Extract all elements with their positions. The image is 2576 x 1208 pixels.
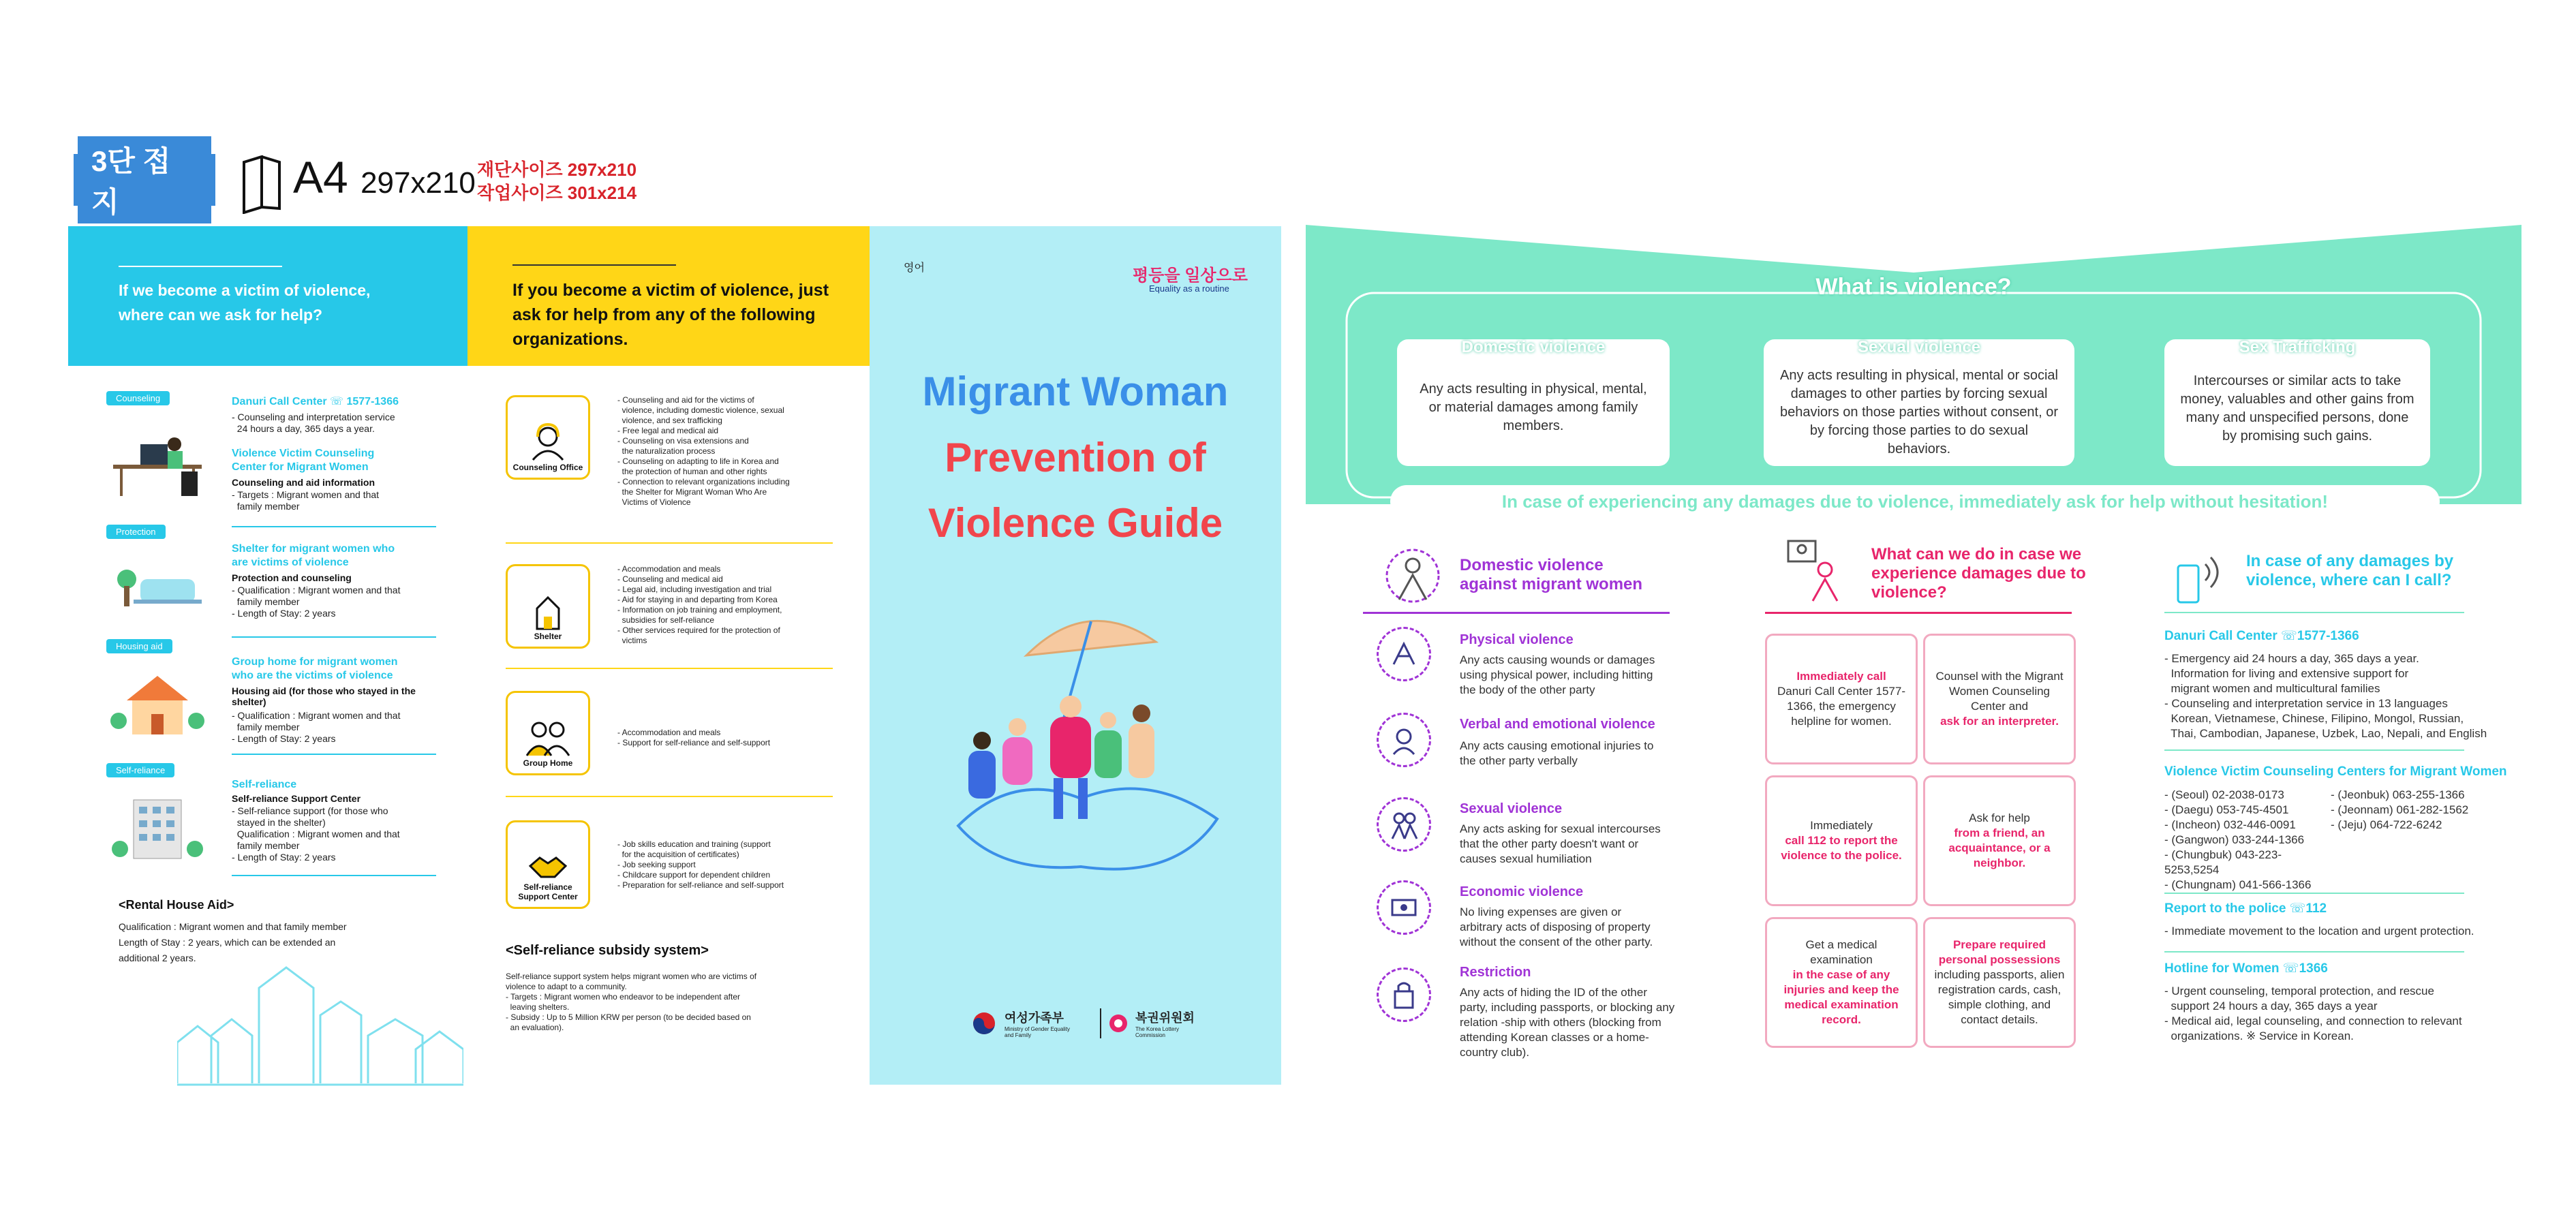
list-line: - Connection to relevant organizations including <box>617 477 790 486</box>
card-sexual <box>1764 339 2074 466</box>
divider <box>2164 749 2464 751</box>
item-title: Verbal and emotional violence <box>1460 717 1655 732</box>
counselor-icon <box>527 422 568 463</box>
list-line: - Aid for staying in and departing from Korea <box>617 595 778 604</box>
phone-line: - (Chungnam) 041-566-1366 <box>2164 878 2312 891</box>
subsidy-title: <Self-reliance subsidy system> <box>506 943 709 958</box>
vvcc-phone-list-left <box>2164 788 2328 893</box>
handshake-icon <box>527 848 568 882</box>
rental-line-1: Qualification : Migrant women and that family member <box>119 921 347 932</box>
org-group-home-list <box>617 728 842 748</box>
self-reliance-illustration <box>106 790 209 865</box>
grouphome-line-1: - Qualification : Migrant women and that <box>232 710 401 721</box>
list-line: - Accommodation and meals <box>617 728 721 737</box>
lottery-name-en: The Korea Lottery Commission <box>1135 1026 1180 1038</box>
group-home-illustration <box>106 666 209 741</box>
divider <box>506 668 833 669</box>
list-line: - Counseling on adapting to life in Korea and <box>617 456 779 466</box>
cover-title-line-1: Migrant Woman <box>922 369 1229 414</box>
danuri-section-title: Danuri Call Center ☏1577-1366 <box>2164 629 2359 643</box>
org-shelter <box>506 564 590 649</box>
taegeuk-logo-icon <box>972 1011 996 1036</box>
org-group-home <box>506 691 590 775</box>
grouphome-sub: Housing aid (for those who stayed in the shelter) <box>232 685 416 707</box>
grouphome-line-2: family member <box>232 722 300 732</box>
card-domestic <box>1397 339 1670 466</box>
card-title: Sex Trafficking <box>2239 338 2356 356</box>
help-person-icon <box>1785 538 1847 606</box>
action-text: Ask for help <box>1969 811 2030 824</box>
list-line: - Childcare support for dependent children <box>617 870 771 880</box>
print-sizes <box>477 158 637 204</box>
action-emphasis: in the case of any injuries and keep the medical examination record. <box>1783 968 1899 1026</box>
tag-self-reliance: Self-reliance <box>106 763 174 777</box>
selfrel-title: Self-reliance <box>232 779 297 790</box>
list-line: - Information on job training and employment, <box>617 605 782 615</box>
item-title: Sexual violence <box>1460 801 1563 816</box>
list-line: - Legal aid, including investigation and trial <box>617 585 772 594</box>
skyline-illustration <box>177 961 463 1090</box>
divider <box>2164 951 2464 953</box>
divider <box>1100 1008 1101 1038</box>
action-text: Danuri Call Center 1577-1366, the emergency helpline for women. <box>1777 685 1906 728</box>
phone-line: - (Daegu) 053-745-4501 <box>2164 803 2289 816</box>
lottery-name: 복권위원회 <box>1135 1011 1195 1025</box>
list-line: - Accommodation and meals <box>617 564 721 574</box>
danuri-section <box>2164 651 2487 741</box>
action-text: Counsel with the Migrant Women Counseling Center and <box>1935 670 2064 713</box>
what-is-violence-title: What is violence? <box>1815 274 2012 300</box>
divider <box>232 875 436 876</box>
divider <box>119 266 282 267</box>
divider <box>1363 612 1670 614</box>
selfrel-line-1: - Self-reliance support (for those who <box>232 805 388 816</box>
panel2-header <box>467 226 870 366</box>
phone-icon <box>2171 545 2239 606</box>
divider <box>2164 612 2464 613</box>
action-box-police <box>1765 775 1918 906</box>
work-size: 작업사이즈 301x214 <box>477 183 637 203</box>
org-shelter-list <box>617 564 842 646</box>
subsidy-text <box>506 972 846 1033</box>
danuri-line-2: 24 hours a day, 365 days a year. <box>232 423 375 434</box>
selfrel-line-4: family member <box>232 840 300 851</box>
list-line: - Free legal and medical aid <box>617 426 719 435</box>
panel2-heading: If you become a victim of violence, just ask for help from any of the following organizations. <box>512 281 829 349</box>
action-box-medical <box>1765 917 1918 1048</box>
list-line: - Job seeking support <box>617 860 696 869</box>
group-icon <box>524 717 572 758</box>
cover-title-line-2: Prevention of <box>945 435 1206 480</box>
item-title: Economic violence <box>1460 884 1584 899</box>
list-line: - Counseling on visa extensions and <box>617 436 749 446</box>
phone-line: - (Incheon) 032-446-0091 <box>2164 818 2296 831</box>
rental-line-3: additional 2 years. <box>119 953 196 963</box>
card-text: Any acts resulting in physical, mental or social damages to other parties by forcing sexual behaviors on those parties without consent, or by forcing those parties to do sexual behaviors. <box>1779 368 2059 456</box>
restriction-icon <box>1377 967 1431 1022</box>
item-title: Physical violence <box>1460 632 1574 647</box>
action-box-possessions <box>1923 917 2076 1048</box>
list-line: - Other services required for the protection of <box>617 625 780 635</box>
paper-size <box>293 151 476 203</box>
vvcc-section-title: Violence Victim Counseling Centers for Migrant Women <box>2164 764 2507 779</box>
domestic-violence-icon <box>1383 545 1442 606</box>
selfrel-line-5: - Length of Stay: 2 years <box>232 852 336 863</box>
rental-line-2: Length of Stay : 2 years, which can be extended an <box>119 937 336 948</box>
list-line: victims <box>617 636 647 645</box>
tag-housing: Housing aid <box>106 639 172 653</box>
card-trafficking <box>2164 339 2430 466</box>
divider <box>232 754 436 755</box>
org-self-reliance-center <box>506 820 590 909</box>
grouphome-title: Group home for migrant women who are the victims of violence <box>232 656 398 681</box>
card-text: Intercourses or similar acts to take money, valuables and other gains from many and unspecified persons, done by promising such gains. <box>2180 373 2414 444</box>
divider <box>506 796 833 797</box>
fold-type-badge <box>74 145 215 218</box>
list-line: the Shelter for Migrant Woman Who Are <box>617 487 767 497</box>
cover-panel <box>870 226 1281 1085</box>
list-line: Victims of Violence <box>617 497 691 507</box>
phone-line: - (Jeonbuk) 063-255-1366 <box>2331 788 2465 801</box>
action-text: including passports, alien registration cards, cash, simple clothing, and contact details. <box>1934 968 2065 1026</box>
fold-type-label: 3단 접지 <box>78 136 211 223</box>
list-line: - Job skills education and training (support <box>617 839 771 849</box>
list-line: - Counseling and aid for the victims of <box>617 395 754 405</box>
list-line: for the acquisition of certificates) <box>617 850 739 859</box>
subsidy-line: an evaluation). <box>506 1023 564 1032</box>
police-line: - Immediate movement to the location and urgent protection. <box>2164 925 2474 938</box>
selfrel-line-3: Qualification : Migrant women and that <box>232 828 400 839</box>
vvcc-line-1: - Targets : Migrant women and that <box>232 489 380 500</box>
list-line: - Counseling and medical aid <box>617 574 723 584</box>
slogan-en: Equality as a routine <box>1149 283 1229 294</box>
list-line: - Support for self-reliance and self-support <box>617 738 771 747</box>
org-counseling-list <box>617 395 842 508</box>
shelter-sub: Protection and counseling <box>232 572 352 583</box>
divider <box>512 264 676 266</box>
subsidy-line: - Subsidy : Up to 5 Million KRW per person (to be decided based on <box>506 1012 751 1022</box>
divider <box>506 542 833 544</box>
action-emphasis: Immediately call <box>1796 670 1886 683</box>
info-line: Information for living and extensive support for <box>2164 667 2409 680</box>
info-line: migrant women and multicultural families <box>2164 682 2380 695</box>
list-line: violence, and sex trafficking <box>617 416 722 425</box>
shelter-line-1: - Qualification : Migrant women and that <box>232 585 401 595</box>
divider <box>2164 893 2464 894</box>
col3-title: In case of any damages by violence, where can I call? <box>2246 552 2454 589</box>
action-emphasis: from a friend, an acquaintance, or a neighbor. <box>1948 826 2051 869</box>
action-emphasis: Prepare required personal possessions <box>1938 938 2061 966</box>
divider <box>232 526 436 527</box>
physical-violence-icon <box>1377 627 1431 681</box>
cut-size: 재단사이즈 297x210 <box>477 159 637 180</box>
fold-icon <box>241 155 282 214</box>
rental-title: <Rental House Aid> <box>119 898 234 912</box>
vvcc-phone-list-right <box>2331 788 2481 833</box>
phone-line: - (Gangwon) 033-244-1366 <box>2164 833 2305 846</box>
vvcc-title: Violence Victim Counseling Center for Migrant Women <box>232 448 375 473</box>
sexual-violence-icon <box>1377 797 1431 852</box>
info-line: organizations. ※ Service in Korean. <box>2164 1029 2354 1042</box>
help-banner: In case of experiencing any damages due to violence, immediately ask for help without hesitation! <box>1390 485 2440 518</box>
counseling-illustration <box>106 424 209 499</box>
col1-title: Domestic violence against migrant women <box>1460 556 1643 593</box>
divider <box>1765 612 2072 614</box>
action-text: Immediately <box>1810 819 1873 832</box>
economic-violence-icon <box>1377 880 1431 935</box>
subsidy-line: Self-reliance support system helps migrant women who are victims of <box>506 972 757 981</box>
language-label: 영어 <box>904 262 925 274</box>
vvcc-sub: Counseling and aid information <box>232 477 375 488</box>
item-desc: No living expenses are given or arbitrary acts of disposing of property without the consent of the other party. <box>1460 905 1653 948</box>
ministry-name-en: Ministry of Gender Equality and Family <box>1005 1026 1071 1038</box>
paper-label: A4 <box>293 152 348 202</box>
paper-dimensions: 297x210 <box>361 166 476 200</box>
list-line: subsidies for self-reliance <box>617 615 715 625</box>
action-box-friend <box>1923 775 2076 906</box>
card-title: Domestic violence <box>1461 338 1606 356</box>
action-box-call <box>1765 634 1918 764</box>
lottery-logo-icon <box>1108 1013 1129 1034</box>
tag-counseling: Counseling <box>106 391 170 405</box>
info-line: Korean, Vietnamese, Chinese, Filipino, Mongol, Russian, <box>2164 712 2464 725</box>
subsidy-line: violence to adapt to a community. <box>506 982 627 991</box>
action-box-interpreter <box>1923 634 2076 764</box>
selfrel-sub: Self-reliance Support Center <box>232 793 361 804</box>
list-line: the naturalization process <box>617 446 716 456</box>
info-line: support 24 hours a day, 365 days a year <box>2164 1000 2378 1012</box>
panel1-heading: If we become a victim of violence, where can we ask for help? <box>119 281 371 324</box>
shelter-illustration <box>106 552 209 620</box>
phone-line: - (Chungbuk) 043-223-5253,5254 <box>2164 848 2282 876</box>
card-title: Sexual violence <box>1857 338 1981 356</box>
police-section-title: Report to the police ☏112 <box>2164 901 2327 916</box>
list-line: the protection of human and other rights <box>617 467 767 476</box>
panel1-header <box>68 226 467 366</box>
card-text: Any acts resulting in physical, mental, or material damages among family members. <box>1420 382 1647 433</box>
item-desc: Any acts causing wounds or damages using physical power, including hitting the body of the other party <box>1460 653 1655 696</box>
org-counseling-office <box>506 395 590 480</box>
action-emphasis: call 112 to report the violence to the police. <box>1781 834 1902 862</box>
item-desc: Any acts asking for sexual intercourses that the other party doesn't want or causes sexual humiliation <box>1460 822 1661 865</box>
shelter-line-3: - Length of Stay: 2 years <box>232 608 336 619</box>
org-label: Shelter <box>534 632 562 641</box>
info-line: - Medical aid, legal counseling, and connection to relevant <box>2164 1015 2462 1027</box>
action-text: Get a medical examination <box>1805 938 1877 966</box>
org-label: Counseling Office <box>512 463 583 472</box>
ministry-name: 여성가족부 <box>1005 1011 1064 1025</box>
list-line: violence, including domestic violence, sexual <box>617 405 784 415</box>
shelter-line-2: family member <box>232 596 300 607</box>
danuri-title: Danuri Call Center ☏ 1577-1366 <box>232 396 399 407</box>
phone-line: - (Seoul) 02-2038-0173 <box>2164 788 2284 801</box>
vvcc-line-2: family member <box>232 501 300 512</box>
org-label: Group Home <box>523 758 573 768</box>
item-desc: Any acts of hiding the ID of the other party, including passports, or blocking any relation -ship with others (blocking from attending Korean classes or a home-country club). <box>1460 986 1675 1059</box>
action-emphasis: ask for an interpreter. <box>1940 715 2059 728</box>
subsidy-line: leaving shelters. <box>506 1002 570 1012</box>
selfrel-line-2: stayed in the shelter) <box>232 817 326 828</box>
grouphome-line-3: - Length of Stay: 2 years <box>232 733 336 744</box>
item-desc: Any acts causing emotional injuries to the other party verbally <box>1460 739 1654 767</box>
item-title: Restriction <box>1460 965 1531 980</box>
verbal-violence-icon <box>1377 713 1431 767</box>
phone-line: - (Jeonnam) 061-282-1562 <box>2331 803 2469 816</box>
tag-protection: Protection <box>106 525 166 539</box>
hotline-section-title: Hotline for Women ☏1366 <box>2164 961 2328 976</box>
phone-line: - (Jeju) 064-722-6242 <box>2331 818 2442 831</box>
danuri-line-1: - Counseling and interpretation service <box>232 412 395 422</box>
info-line: - Emergency aid 24 hours a day, 365 days a year. <box>2164 652 2419 665</box>
lottery-logo <box>1108 1008 1197 1038</box>
slogan-ko: 평등을 일상으로 <box>1133 266 1248 285</box>
cover-illustration <box>931 594 1224 880</box>
hotline-section <box>2164 984 2478 1044</box>
cover-title-line-3: Violence Guide <box>927 500 1223 546</box>
list-line: - Preparation for self-reliance and self-support <box>617 880 784 890</box>
ministry-logo <box>972 1008 1079 1038</box>
org-label: Self-reliance Support Center <box>518 882 578 901</box>
info-line: Thai, Cambodian, Japanese, Uzbek, Lao, Nepali, and English <box>2164 727 2487 740</box>
org-self-reliance-list <box>617 839 842 890</box>
house-icon <box>527 591 568 632</box>
shelter-title: Shelter for migrant women who are victims of violence <box>232 543 395 568</box>
info-line: - Counseling and interpretation service in 13 languages <box>2164 697 2448 710</box>
col2-title: What can we do in case we experience damages due to violence? <box>1871 545 2086 602</box>
divider <box>232 636 436 638</box>
info-line: - Urgent counseling, temporal protection, and rescue <box>2164 985 2434 997</box>
subsidy-line: - Targets : Migrant women who endeavor to be independent after <box>506 992 740 1002</box>
